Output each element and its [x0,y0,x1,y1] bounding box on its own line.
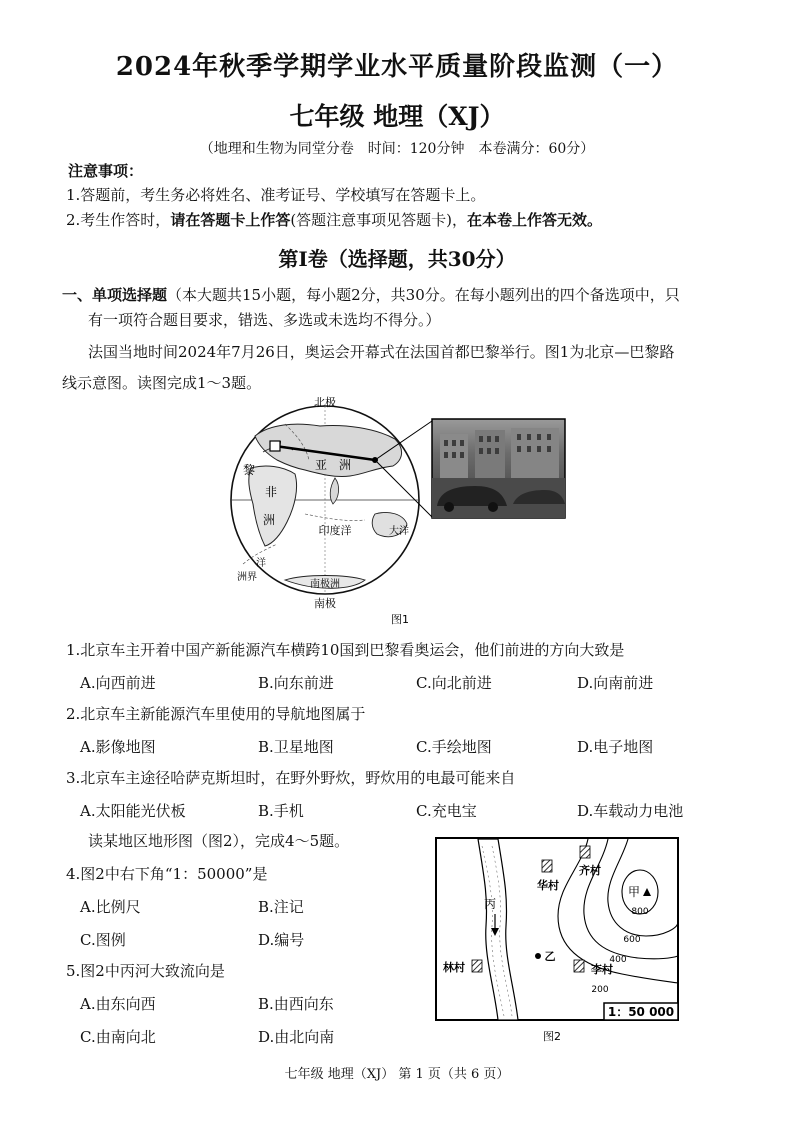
contour-label-600: 600 [623,935,641,945]
label-yang: 洋 [256,558,266,569]
village-hua-label: 华村 [537,879,559,892]
village-li-label: 李村 [591,963,613,976]
figure1-caption: 图1 [391,613,409,626]
village-lin-label: 林村 [443,961,465,974]
figure2-caption: 图2 [543,1030,561,1043]
q2-option-a[interactable]: A.影像地图 [80,738,156,756]
exam-info: （地理和生物为同堂分卷 时间：120分钟 本卷满分：60分） [199,141,595,157]
figure1-map [225,394,570,628]
village-hua-symbol [542,860,552,872]
q2-option-c[interactable]: C.手绘地图 [416,738,492,756]
intro1-line1: 法国当地时间2024年7月26日，奥运会开幕式在法国首都巴黎举行。图1为北京—巴黎路 [88,343,675,361]
paris-street-photo [432,419,565,518]
label-north-pole: 北极 [314,396,336,409]
figure2-terrain-map [432,836,682,1048]
intro1-line2: 线示意图。读图完成1～3题。 [62,374,262,392]
paris-marker [270,441,280,451]
notes-item-1: 1.答题前，考生务必将姓名、准考证号、学校填写在答题卡上。 [66,186,486,204]
label-south-pole: 南极 [314,597,336,610]
contour-label-400: 400 [609,955,627,965]
notes-item-2-part-c: (答题注意事项见答题卡)， [290,211,468,229]
q5-option-c[interactable]: C.由南向北 [80,1028,156,1046]
q3-option-a[interactable]: A.太阳能光伏板 [80,802,186,820]
label-li: 黎 [242,463,256,477]
notes-item-2-part-b: 请在答题卡上作答 [170,211,291,229]
village-qi-label: 齐村 [579,864,601,877]
q4-option-d[interactable]: D.编号 [258,931,305,949]
peak-label: 甲 [627,885,641,899]
part1-instructions [62,284,742,306]
q4-option-c[interactable]: C.图例 [80,931,126,949]
notes-item-2 [66,209,602,231]
q2-option-d[interactable]: D.电子地图 [577,738,654,756]
section-title: 第Ⅰ卷（选择题，共30分） [278,247,516,271]
part1-label: 一、单项选择题 [62,286,168,304]
label-africa-2: 洲 [262,513,276,527]
notes-heading: 注意事项： [68,162,144,180]
map-frame [436,838,678,1020]
exam-subject: 七年级 地理（XJ） [289,102,505,131]
exam-title: 2024年秋季学期学业水平质量阶段监测（一） [115,52,679,82]
contour-label-800: 800 [631,907,649,917]
notes-item-2-part-a: 2.考生作答时， [66,211,171,229]
part1-instr-a: （本大题共15小题，每小题2分，共30分。在每小题列出的四个备选项中，只 [167,286,680,304]
q4-option-a[interactable]: A.比例尺 [80,898,141,916]
q5-stem: 5.图2中丙河大致流向是 [66,962,225,980]
label-dayang: 大洋 [389,526,409,537]
q3-stem: 3.北京车主途径哈萨克斯坦时，在野外野炊，野炊用的电最可能来自 [66,769,516,787]
q4-option-b[interactable]: B.注记 [258,898,304,916]
q3-option-d[interactable]: D.车载动力电池 [577,802,684,820]
q2-option-b[interactable]: B.卫星地图 [258,738,334,756]
label-africa-1: 非 [264,485,278,499]
point-yi-marker [535,953,541,959]
village-lin-symbol [472,960,482,972]
part1-instr-b: 有一项符合题目要求，错选、多选或未选均不得分。） [88,311,441,329]
q5-option-d[interactable]: D.由北向南 [258,1028,335,1046]
q1-option-c[interactable]: C.向北前进 [416,674,492,692]
label-antarctica: 南极洲 [310,579,340,590]
page-footer: 七年级 地理（XJ） 第 1 页（共 6 页） [284,1067,510,1082]
contour-label-200: 200 [591,985,609,995]
label-indian-ocean: 印度洋 [318,524,352,537]
q5-option-a[interactable]: A.由东向西 [80,995,156,1013]
q5-option-b[interactable]: B.由西向东 [258,995,334,1013]
intro2: 读某地区地形图（图2），完成4～5题。 [88,832,350,850]
point-yi-label: 乙 [544,950,556,963]
q3-option-c[interactable]: C.充电宝 [416,802,477,820]
village-qi-symbol [580,846,590,858]
q1-option-d[interactable]: D.向南前进 [577,674,654,692]
label-zhou-jie: 洲界 [237,572,257,583]
q1-option-a[interactable]: A.向西前进 [80,674,156,692]
q2-stem: 2.北京车主新能源汽车里使用的导航地图属于 [66,705,366,723]
q3-option-b[interactable]: B.手机 [258,802,304,820]
village-li-symbol [574,960,584,972]
river-label: 丙 [483,897,497,911]
q1-stem: 1.北京车主开着中国产新能源汽车横跨10国到巴黎看奥运会，他们前进的方向大致是 [66,641,625,659]
scale-label: 1：50 000 [607,1005,675,1019]
label-asia: 亚 洲 [314,458,352,472]
notes-item-2-part-d: 在本卷上作答无效。 [467,211,603,229]
q4-stem: 4.图2中右下角“1：50000”是 [66,865,268,883]
q1-option-b[interactable]: B.向东前进 [258,674,334,692]
